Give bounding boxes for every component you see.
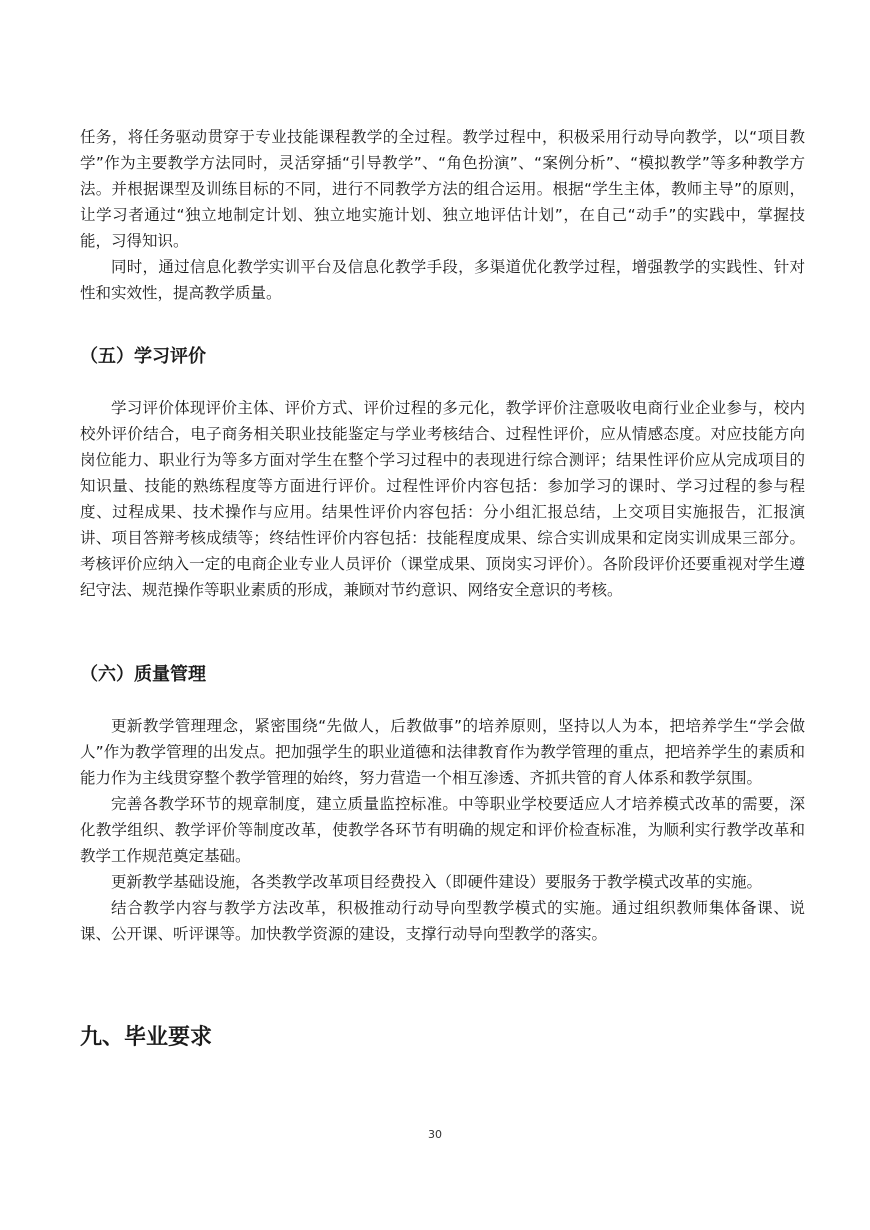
intro-paragraph-1: 任务，将任务驱动贯穿于专业技能课程教学的全过程。教学过程中，积极采用行动导向教学，以“项目教学”作为主要教学方法同时，灵活穿插“引导教学”、“角色扮演”、“案例分析”、“模拟教学”等多种教学方法。并根据课型及训练目标的不同，进行不同教学方法的组合运用。根据“学生主体，教师主导”的原则，让学习者通过“独立地制定计划、独立地实施计划、独立地评估计划”，在自己“动手”的实践中，掌握技能，习得知识。: [80, 128, 805, 250]
section-6-paragraph-2: 完善各教学环节的规章制度，建立质量监控标准。中等职业学校要适应人才培养模式改革的需要，深化教学组织、教学评价等制度改革，使教学各环节有明确的规定和评价检查标准，为顺利实行教学改革和教学工作规范奠定基础。: [80, 795, 805, 865]
intro-text: [80, 124, 805, 306]
section-6-paragraph-1: 更新教学管理理念，紧密围绕“先做人，后教做事”的培养原则，坚持以人为本，把培养学生“学会做人”作为教学管理的出发点。把加强学生的职业道德和法律教育作为教学管理的重点，把培养学生的素质和能力作为主线贯穿整个教学管理的始终，努力营造一个相互渗透、齐抓共管的育人体系和教学氛围。: [80, 717, 805, 787]
section-6-paragraph-3: 更新教学基础设施，各类教学改革项目经费投入（即硬件建设）要服务于教学模式改革的实施。: [111, 873, 763, 891]
section-9-heading: 九、毕业要求: [80, 1025, 213, 1050]
intro-paragraph-2: 同时，通过信息化教学实训平台及信息化教学手段，多渠道优化教学过程，增强教学的实践性、针对性和实效性，提高教学质量。: [80, 258, 805, 302]
section-5-text: [80, 395, 805, 603]
section-5-paragraph-1: 学习评价体现评价主体、评价方式、评价过程的多元化，教学评价注意吸收电商行业企业参与，校内校外评价结合，电子商务相关职业技能鉴定与学业考核结合、过程性评价，应从情感态度。对应技能方向岗位能力、职业行为等多方面对学生在整个学习过程中的表现进行综合测评；结果性评价应从完成项目的知识量、技能的熟练程度等方面进行评价。过程性评价内容包括：参加学习的课时、学习过程的参与程度、过程成果、技术操作与应用。结果性评价内容包括：分小组汇报总结，上交项目实施报告，汇报演讲、项目答辩考核成绩等；终结性评价内容包括：技能程度成果、综合实训成果和定岗实训成果三部分。考核评价应纳入一定的电商企业专业人员评价（课堂成果、顶岗实习评价）。各阶段评价还要重视对学生遵纪守法、规范操作等职业素质的形成，兼顾对节约意识、网络安全意识的考核。: [80, 399, 805, 599]
section-6-text: [80, 713, 805, 947]
section-6-paragraph-4: 结合教学内容与教学方法改革，积极推动行动导向型教学模式的实施。通过组织教师集体备课、说课、公开课、听评课等。加快教学资源的建设，支撑行动导向型教学的落实。: [80, 899, 805, 943]
section-6-heading: （六）质量管理: [80, 664, 206, 685]
section-5-heading: （五）学习评价: [80, 346, 206, 367]
page-number: 30: [428, 1128, 442, 1141]
